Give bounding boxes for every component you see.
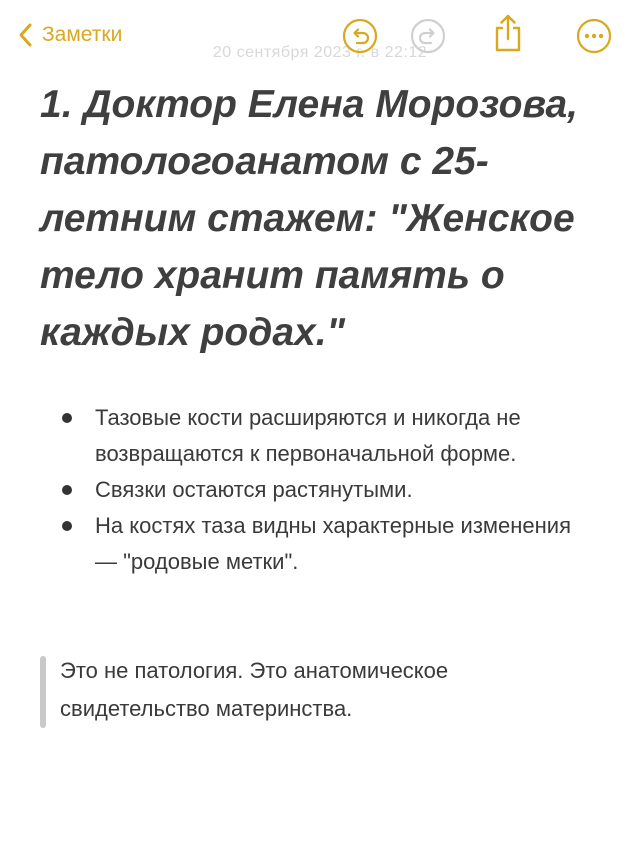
redo-icon[interactable] <box>409 17 447 55</box>
list-item[interactable] <box>58 472 578 508</box>
list-item-text: Связки остаются растянутыми. <box>95 477 413 502</box>
back-label: Заметки <box>42 23 123 46</box>
note-title[interactable]: 1. Доктор Елена Морозова, патологоанатом с 25-летним стажем: "Женское тело хранит память о каждых родах." <box>40 83 579 354</box>
block-quote-bar <box>40 656 46 728</box>
navigation-bar <box>0 0 640 72</box>
block-quote[interactable]: Это не патология. Это анатомическое свидетельство материнства. <box>60 658 449 721</box>
list-item-text: На костях таза видны характерные изменения — "родовые метки". <box>95 513 571 574</box>
bullet-list <box>58 400 578 580</box>
list-item-text: Тазовые кости расширяются и никогда не возвращаются к первоначальной форме. <box>95 405 521 466</box>
list-item[interactable] <box>58 508 578 580</box>
bullet-icon <box>62 485 72 495</box>
share-icon[interactable] <box>492 13 524 53</box>
note-date: 20 сентября 2023 г. в 22:12 <box>212 44 428 61</box>
back-button[interactable] <box>16 18 122 52</box>
more-icon[interactable] <box>575 17 613 55</box>
chevron-left-icon <box>16 21 36 49</box>
bullet-icon <box>62 521 72 531</box>
list-item[interactable] <box>58 400 578 472</box>
undo-icon[interactable] <box>341 17 379 55</box>
bullet-icon <box>62 413 72 423</box>
